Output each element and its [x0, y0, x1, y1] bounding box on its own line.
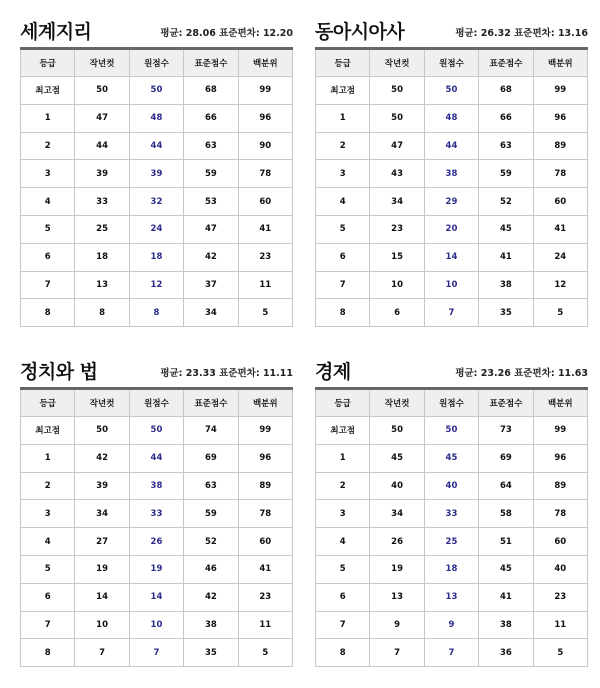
table-cell: 8 [75, 299, 129, 327]
table-cell: 5 [238, 639, 292, 667]
table-cell: 69 [479, 444, 533, 472]
table-cell: 78 [533, 500, 587, 528]
subject-panel [315, 354, 588, 667]
column-header: 표준점수 [184, 389, 238, 417]
table-cell: 50 [424, 77, 478, 105]
grade-table [20, 47, 293, 327]
table-row [21, 215, 293, 243]
table-cell: 7 [424, 299, 478, 327]
table-cell: 38 [184, 611, 238, 639]
table-cell: 26 [370, 528, 424, 556]
table-cell: 33 [129, 500, 183, 528]
table-row [21, 160, 293, 188]
table-cell: 8 [129, 299, 183, 327]
subject-stats: 평균: 28.06 표준편차: 12.20 [160, 28, 293, 39]
table-cell: 29 [424, 188, 478, 216]
table-cell: 14 [129, 583, 183, 611]
table-cell: 50 [129, 77, 183, 105]
table-cell: 44 [129, 444, 183, 472]
table-header-row [316, 389, 588, 417]
table-cell: 15 [370, 243, 424, 271]
table-cell: 42 [184, 243, 238, 271]
table-cell: 45 [424, 444, 478, 472]
table-cell: 90 [238, 132, 292, 160]
table-row [316, 444, 588, 472]
column-header: 표준점수 [479, 389, 533, 417]
table-row [316, 104, 588, 132]
table-cell: 18 [129, 243, 183, 271]
table-cell: 99 [238, 417, 292, 445]
table-row [21, 299, 293, 327]
subject-panel [20, 354, 293, 667]
table-cell: 최고점 [21, 417, 75, 445]
table-cell: 9 [424, 611, 478, 639]
table-cell: 13 [424, 583, 478, 611]
table-cell: 8 [21, 299, 75, 327]
table-cell: 41 [479, 583, 533, 611]
table-cell: 9 [370, 611, 424, 639]
table-cell: 10 [424, 271, 478, 299]
table-row [316, 132, 588, 160]
table-cell: 99 [238, 77, 292, 105]
table-cell: 52 [184, 528, 238, 556]
column-header: 작년컷 [370, 49, 424, 77]
table-row [21, 444, 293, 472]
column-header: 등급 [21, 389, 75, 417]
table-cell: 35 [184, 639, 238, 667]
table-cell: 50 [129, 417, 183, 445]
table-cell: 8 [316, 299, 370, 327]
table-row [316, 583, 588, 611]
table-cell: 59 [184, 500, 238, 528]
column-header: 작년컷 [75, 389, 129, 417]
table-row [316, 299, 588, 327]
grade-table [315, 47, 588, 327]
subject-stats: 평균: 26.32 표준편차: 13.16 [455, 28, 588, 39]
table-cell: 5 [533, 299, 587, 327]
table-row [21, 77, 293, 105]
table-cell: 11 [238, 271, 292, 299]
table-cell: 7 [316, 611, 370, 639]
table-cell: 4 [21, 528, 75, 556]
table-cell: 47 [75, 104, 129, 132]
table-cell: 2 [21, 132, 75, 160]
table-cell: 50 [75, 417, 129, 445]
table-cell: 7 [370, 639, 424, 667]
table-cell: 41 [238, 555, 292, 583]
table-cell: 38 [479, 611, 533, 639]
table-cell: 44 [424, 132, 478, 160]
table-cell: 37 [184, 271, 238, 299]
table-cell: 23 [533, 583, 587, 611]
table-cell: 50 [370, 104, 424, 132]
table-cell: 59 [184, 160, 238, 188]
panel-header [20, 14, 293, 47]
table-row [21, 583, 293, 611]
subject-title: 세계지리 [20, 21, 92, 43]
table-cell: 19 [75, 555, 129, 583]
table-cell: 6 [370, 299, 424, 327]
table-cell: 78 [238, 500, 292, 528]
table-row [21, 472, 293, 500]
table-cell: 10 [75, 611, 129, 639]
table-cell: 24 [129, 215, 183, 243]
table-row [316, 500, 588, 528]
table-cell: 1 [21, 104, 75, 132]
subject-title: 동아시아사 [315, 21, 405, 43]
table-cell: 47 [184, 215, 238, 243]
column-header: 등급 [316, 49, 370, 77]
table-cell: 45 [370, 444, 424, 472]
table-cell: 63 [479, 132, 533, 160]
table-cell: 6 [21, 243, 75, 271]
table-cell: 45 [479, 215, 533, 243]
table-cell: 23 [238, 243, 292, 271]
table-cell: 99 [533, 77, 587, 105]
table-cell: 96 [238, 104, 292, 132]
table-cell: 18 [424, 555, 478, 583]
subject-title: 정치와 법 [20, 361, 98, 383]
table-cell: 41 [479, 243, 533, 271]
table-cell: 1 [316, 104, 370, 132]
table-cell: 39 [75, 472, 129, 500]
table-cell: 8 [316, 639, 370, 667]
table-cell: 60 [533, 188, 587, 216]
table-cell: 5 [316, 215, 370, 243]
table-cell: 34 [75, 500, 129, 528]
table-cell: 5 [21, 215, 75, 243]
column-header: 작년컷 [370, 389, 424, 417]
table-cell: 6 [316, 583, 370, 611]
table-header-row [21, 389, 293, 417]
subject-stats: 평균: 23.26 표준편차: 11.63 [455, 368, 588, 379]
table-cell: 35 [479, 299, 533, 327]
column-header: 백분위 [533, 49, 587, 77]
table-cell: 12 [129, 271, 183, 299]
table-cell: 41 [238, 215, 292, 243]
table-row [316, 528, 588, 556]
table-row [21, 243, 293, 271]
table-cell: 53 [184, 188, 238, 216]
table-cell: 4 [316, 528, 370, 556]
table-cell: 99 [533, 417, 587, 445]
table-cell: 11 [533, 611, 587, 639]
table-cell: 1 [316, 444, 370, 472]
table-row [21, 417, 293, 445]
table-cell: 40 [370, 472, 424, 500]
table-row [21, 271, 293, 299]
table-row [316, 215, 588, 243]
table-row [316, 417, 588, 445]
table-cell: 68 [184, 77, 238, 105]
table-cell: 11 [238, 611, 292, 639]
table-cell: 66 [184, 104, 238, 132]
table-cell: 34 [184, 299, 238, 327]
table-cell: 38 [479, 271, 533, 299]
table-header-row [21, 49, 293, 77]
table-cell: 6 [316, 243, 370, 271]
table-cell: 7 [21, 271, 75, 299]
table-cell: 59 [479, 160, 533, 188]
table-cell: 13 [75, 271, 129, 299]
table-cell: 19 [129, 555, 183, 583]
table-cell: 33 [424, 500, 478, 528]
table-row [21, 500, 293, 528]
table-cell: 66 [479, 104, 533, 132]
table-cell: 7 [424, 639, 478, 667]
table-cell: 68 [479, 77, 533, 105]
table-cell: 최고점 [21, 77, 75, 105]
table-cell: 3 [21, 500, 75, 528]
table-cell: 18 [75, 243, 129, 271]
subject-title: 경제 [315, 361, 351, 383]
table-cell: 50 [75, 77, 129, 105]
column-header: 원점수 [129, 389, 183, 417]
panel-header [315, 354, 588, 387]
table-cell: 96 [238, 444, 292, 472]
column-header: 백분위 [533, 389, 587, 417]
table-row [316, 77, 588, 105]
table-cell: 60 [533, 528, 587, 556]
table-row [316, 160, 588, 188]
table-cell: 60 [238, 188, 292, 216]
table-cell: 3 [316, 500, 370, 528]
table-row [21, 528, 293, 556]
table-cell: 5 [238, 299, 292, 327]
table-cell: 7 [129, 639, 183, 667]
table-cell: 최고점 [316, 77, 370, 105]
grade-table [315, 387, 588, 667]
table-cell: 26 [129, 528, 183, 556]
panel-header [20, 354, 293, 387]
table-cell: 14 [75, 583, 129, 611]
table-cell: 64 [479, 472, 533, 500]
table-cell: 14 [424, 243, 478, 271]
table-row [316, 472, 588, 500]
table-cell: 34 [370, 188, 424, 216]
table-cell: 32 [129, 188, 183, 216]
table-cell: 3 [316, 160, 370, 188]
table-cell: 50 [370, 417, 424, 445]
table-cell: 38 [424, 160, 478, 188]
table-cell: 33 [75, 188, 129, 216]
grade-table [20, 387, 293, 667]
subject-panel [315, 14, 588, 327]
table-cell: 10 [370, 271, 424, 299]
table-cell: 78 [238, 160, 292, 188]
column-header: 백분위 [238, 49, 292, 77]
table-row [316, 555, 588, 583]
column-header: 표준점수 [184, 49, 238, 77]
table-cell: 39 [129, 160, 183, 188]
table-cell: 5 [316, 555, 370, 583]
table-cell: 89 [533, 132, 587, 160]
table-cell: 19 [370, 555, 424, 583]
column-header: 등급 [21, 49, 75, 77]
subject-stats: 평균: 23.33 표준편차: 11.11 [160, 368, 293, 379]
table-cell: 13 [370, 583, 424, 611]
table-cell: 47 [370, 132, 424, 160]
table-cell: 45 [479, 555, 533, 583]
table-cell: 42 [184, 583, 238, 611]
table-cell: 20 [424, 215, 478, 243]
table-cell: 39 [75, 160, 129, 188]
table-cell: 최고점 [316, 417, 370, 445]
table-cell: 2 [316, 132, 370, 160]
column-header: 등급 [316, 389, 370, 417]
subject-panel [20, 14, 293, 327]
table-cell: 27 [75, 528, 129, 556]
table-cell: 36 [479, 639, 533, 667]
column-header: 표준점수 [479, 49, 533, 77]
table-cell: 23 [238, 583, 292, 611]
table-cell: 69 [184, 444, 238, 472]
table-cell: 7 [316, 271, 370, 299]
table-row [316, 639, 588, 667]
table-cell: 48 [424, 104, 478, 132]
table-cell: 96 [533, 444, 587, 472]
table-cell: 44 [129, 132, 183, 160]
table-cell: 7 [75, 639, 129, 667]
table-cell: 6 [21, 583, 75, 611]
table-cell: 3 [21, 160, 75, 188]
table-cell: 52 [479, 188, 533, 216]
table-cell: 5 [21, 555, 75, 583]
table-cell: 89 [238, 472, 292, 500]
table-cell: 48 [129, 104, 183, 132]
table-cell: 96 [533, 104, 587, 132]
table-cell: 73 [479, 417, 533, 445]
table-cell: 2 [316, 472, 370, 500]
table-cell: 42 [75, 444, 129, 472]
table-cell: 51 [479, 528, 533, 556]
column-header: 원점수 [129, 49, 183, 77]
table-cell: 44 [75, 132, 129, 160]
table-cell: 43 [370, 160, 424, 188]
table-cell: 58 [479, 500, 533, 528]
table-row [21, 639, 293, 667]
table-row [21, 132, 293, 160]
table-cell: 40 [533, 555, 587, 583]
table-cell: 60 [238, 528, 292, 556]
column-header: 백분위 [238, 389, 292, 417]
table-cell: 25 [424, 528, 478, 556]
table-cell: 46 [184, 555, 238, 583]
table-cell: 23 [370, 215, 424, 243]
table-header-row [316, 49, 588, 77]
table-cell: 41 [533, 215, 587, 243]
table-cell: 5 [533, 639, 587, 667]
table-row [21, 188, 293, 216]
table-cell: 1 [21, 444, 75, 472]
table-cell: 34 [370, 500, 424, 528]
table-cell: 12 [533, 271, 587, 299]
table-cell: 40 [424, 472, 478, 500]
table-cell: 78 [533, 160, 587, 188]
table-cell: 4 [316, 188, 370, 216]
table-cell: 38 [129, 472, 183, 500]
table-cell: 50 [424, 417, 478, 445]
table-cell: 74 [184, 417, 238, 445]
table-cell: 63 [184, 472, 238, 500]
column-header: 작년컷 [75, 49, 129, 77]
table-row [316, 271, 588, 299]
table-row [21, 555, 293, 583]
table-row [316, 243, 588, 271]
table-cell: 10 [129, 611, 183, 639]
column-header: 원점수 [424, 49, 478, 77]
table-row [316, 188, 588, 216]
table-row [21, 611, 293, 639]
table-cell: 89 [533, 472, 587, 500]
table-cell: 7 [21, 611, 75, 639]
table-cell: 2 [21, 472, 75, 500]
table-row [316, 611, 588, 639]
table-cell: 8 [21, 639, 75, 667]
panel-header [315, 14, 588, 47]
table-cell: 4 [21, 188, 75, 216]
table-cell: 63 [184, 132, 238, 160]
table-row [21, 104, 293, 132]
table-cell: 24 [533, 243, 587, 271]
table-cell: 25 [75, 215, 129, 243]
table-cell: 50 [370, 77, 424, 105]
column-header: 원점수 [424, 389, 478, 417]
